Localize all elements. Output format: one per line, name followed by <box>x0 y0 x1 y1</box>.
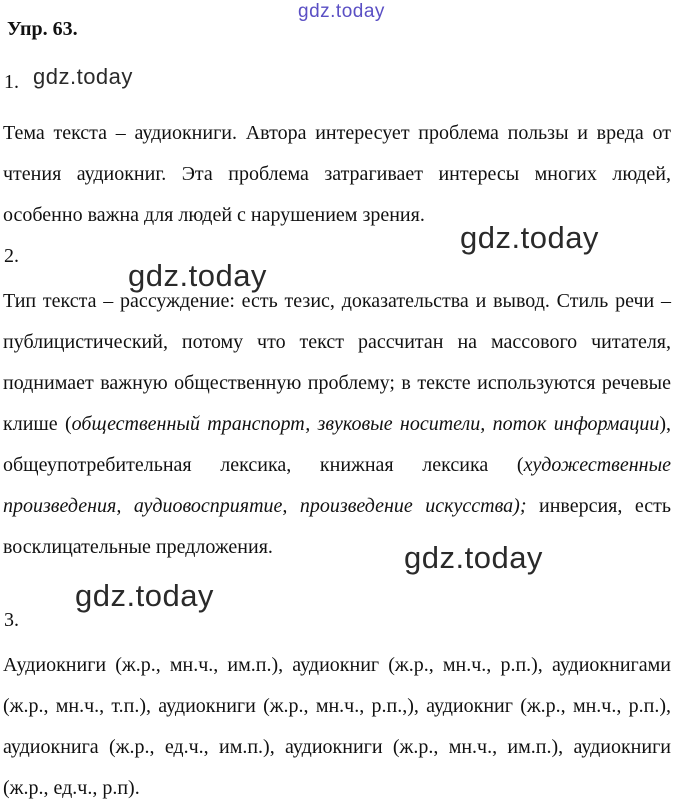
section-text-2 <box>3 281 671 568</box>
watermark-top: gdz.today <box>298 1 385 22</box>
watermark: gdz.today <box>460 220 599 255</box>
watermark: gdz.today <box>128 258 267 293</box>
section-number-2: 2. <box>4 245 19 267</box>
italic-examples: общественный транспорт, звуковые носители, поток информации <box>71 413 660 435</box>
text-part: ), общеупотребительная лексика, книжная лексика ( <box>3 413 671 476</box>
section-text-3: Аудиокниги (ж.р., мн.ч., им.п.), аудиокниг (ж.р., мн.ч., р.п.), аудиокнигами (ж.р., мн.ч., т.п.), аудиокниги (ж.р., мн.ч., р.п.,), аудиокниг (ж.р., мн.ч., р.п.), аудиокнига (ж.р., ед.ч., им.п.), аудиокниги (ж.р., мн.ч., им.п.), аудиокниги (ж.р., ед.ч., р.п). <box>3 654 671 799</box>
section-number-1: 1. <box>4 71 19 93</box>
italic-examples: художественные произведения, аудиовосприятие, произведение искусства); <box>3 454 671 517</box>
section-number-3: 3. <box>4 609 19 631</box>
watermark: gdz.today <box>33 64 133 89</box>
section-text-1: Тема текста – аудиокниги. Автора интересует проблема пользы и вреда от чтения аудиокниг. Эта проблема затрагивает интересы многих людей, особенно важна для людей с нарушением зрения. <box>3 122 671 226</box>
text-part: Тип текста – рассуждение: есть тезис, доказательства и вывод. Стиль речи – публицистический, потому что текст рассчитан на массового читателя, поднимает важную общественную проблему; в тексте используются речевые клише ( <box>3 290 671 435</box>
watermark: gdz.today <box>75 578 214 613</box>
watermark: gdz.today <box>404 540 543 575</box>
text-part: инверсия, есть восклицательные предложения. <box>3 495 671 558</box>
exercise-title: Упр. 63. <box>7 18 78 40</box>
